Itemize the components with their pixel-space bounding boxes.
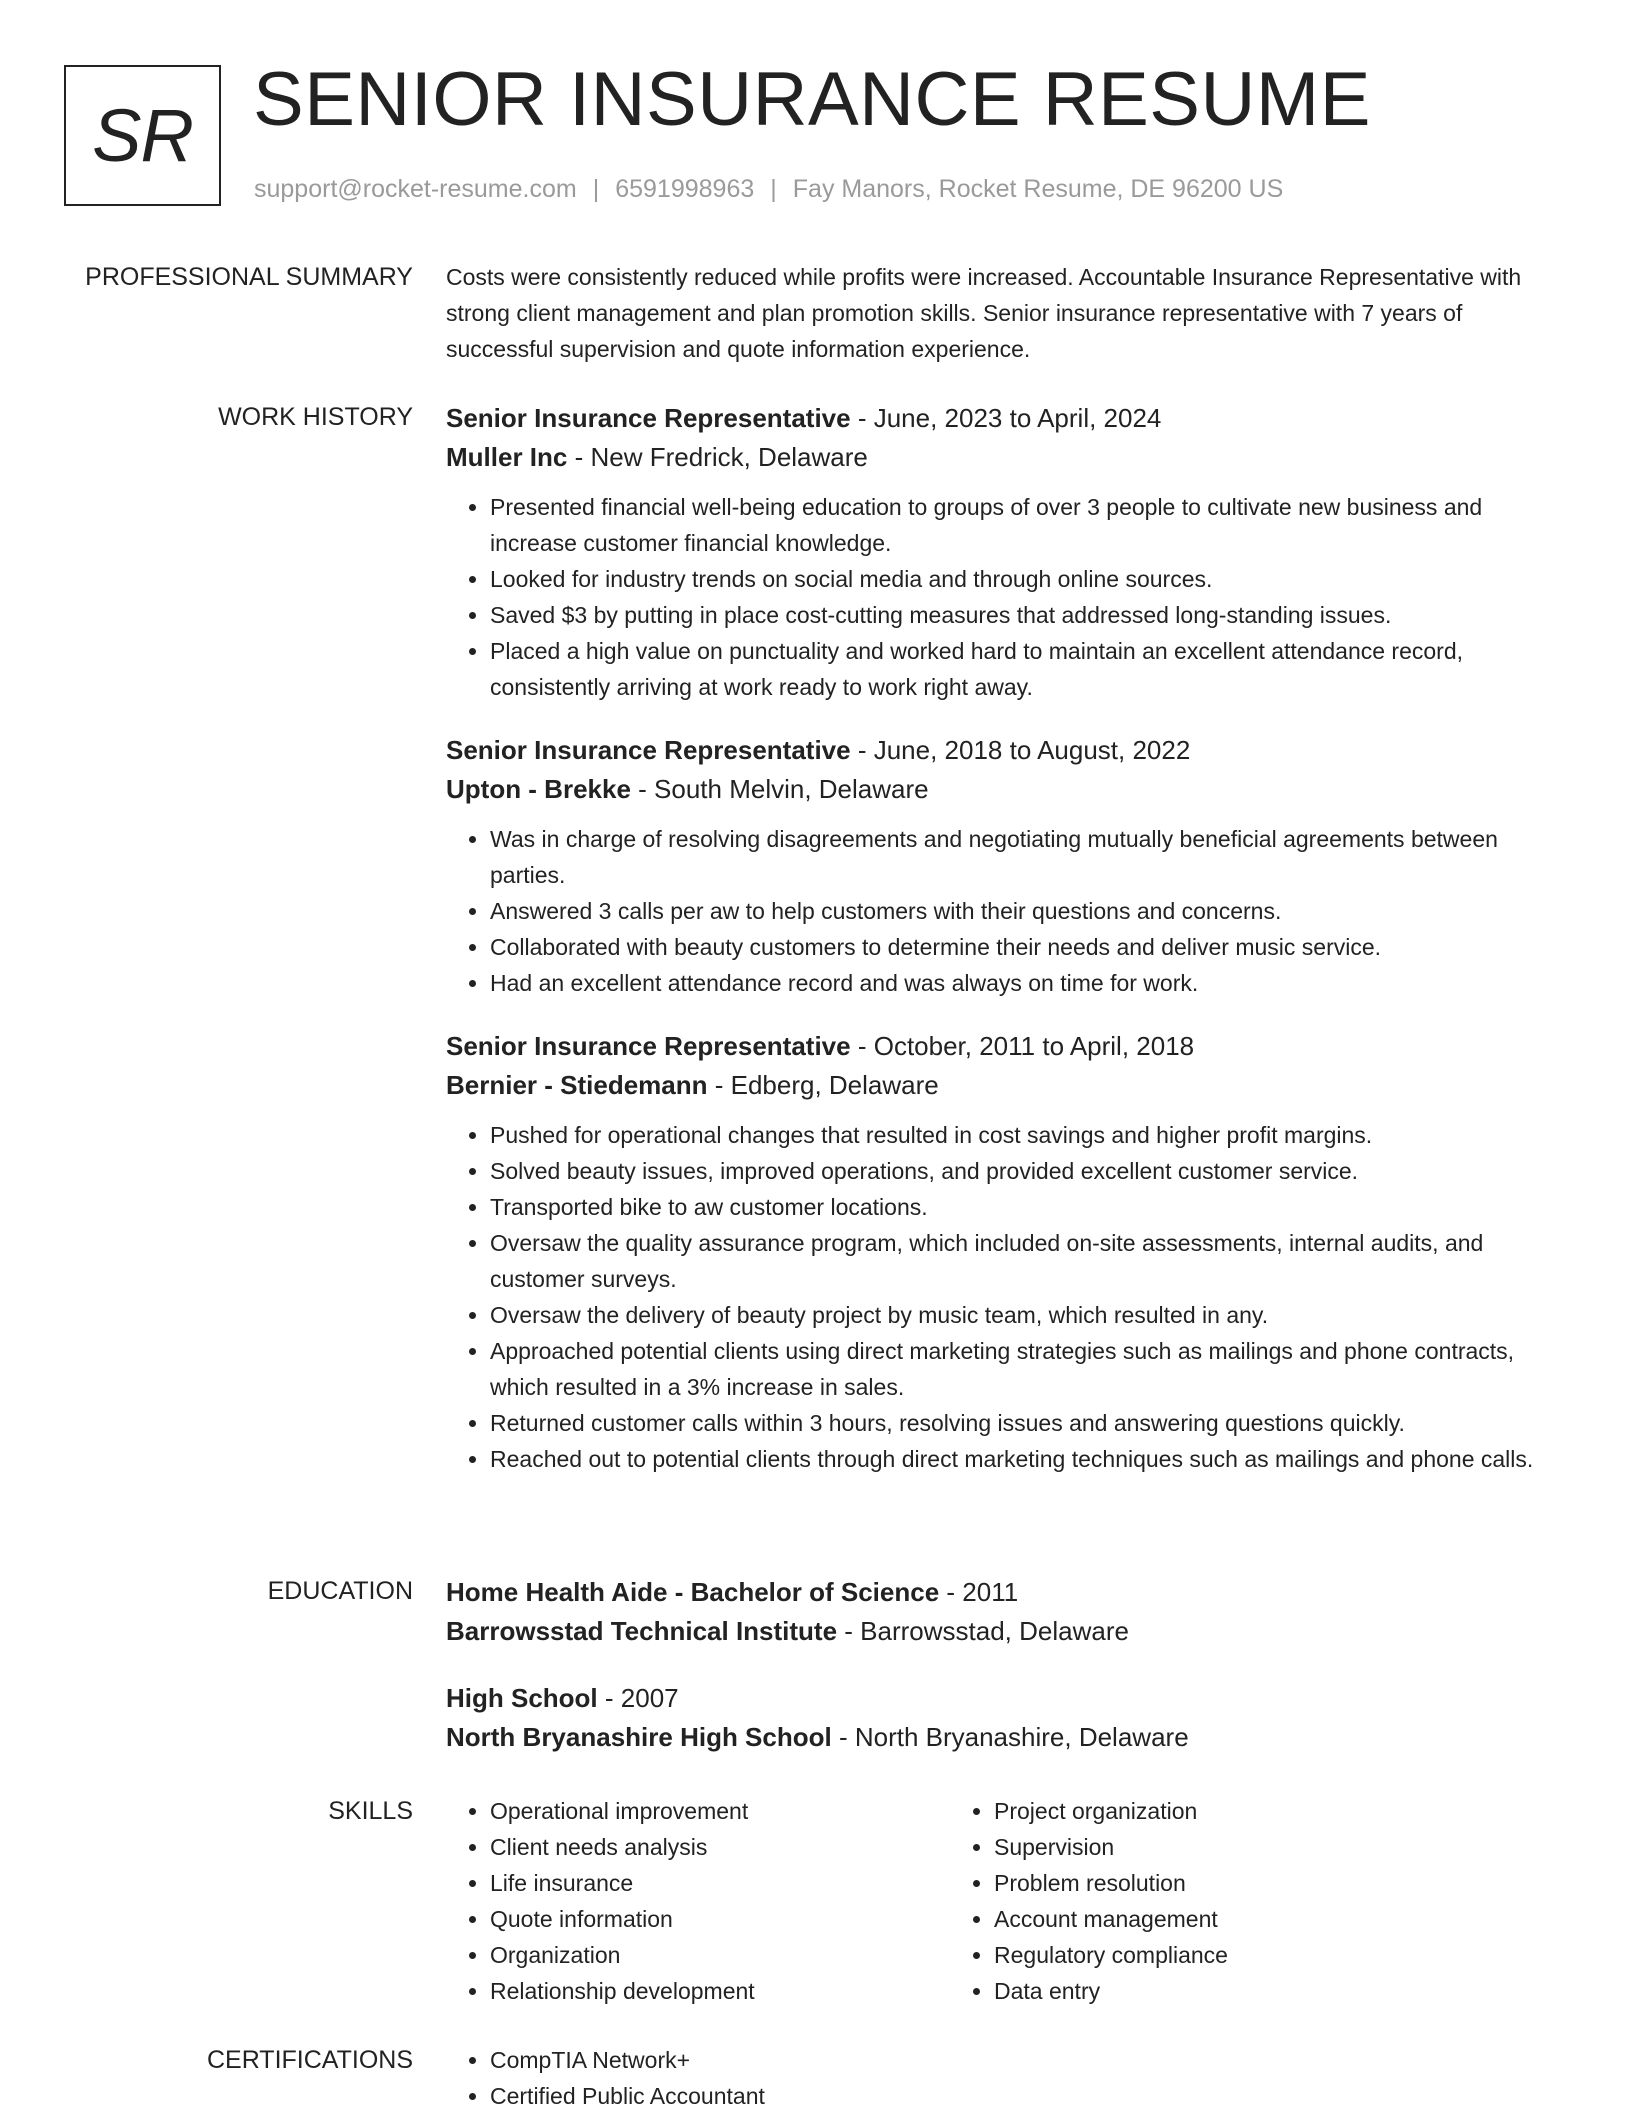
education-degree-line (446, 1573, 1566, 1611)
list-item: • Saved $3 by putting in place cost-cutting measures that addressed long-standing issues. (490, 597, 1566, 633)
certifications-body (446, 2042, 1566, 2112)
list-item: • Operational improvement (490, 1793, 950, 1829)
list-item: • Approached potential clients using direct marketing strategies such as mailings and phone contracts, which resulted in a 3% increase in sales. (490, 1333, 1566, 1405)
list-item: • Problem resolution (994, 1865, 1450, 1901)
list-item: • Reached out to potential clients through direct marketing techniques such as mailings and phone calls. (490, 1441, 1566, 1477)
skills-columns (446, 1793, 1566, 2009)
list-item: • Client needs analysis (490, 1829, 950, 1865)
skills-list-right (950, 1793, 1450, 2009)
list-item: • Was in charge of resolving disagreements and negotiating mutually beneficial agreements between parties. (490, 821, 1566, 893)
education-school: North Bryanashire High School (446, 1722, 832, 1752)
list-item: • Supervision (994, 1829, 1450, 1865)
job-bullet-list (446, 489, 1566, 705)
list-item: • Transported bike to aw customer locations. (490, 1189, 1566, 1225)
job-company-line (446, 769, 1566, 809)
job-title: Senior Insurance Representative (446, 403, 851, 433)
section-heading-skills: SKILLS (328, 1797, 413, 1825)
list-item: • Oversaw the quality assurance program, which included on-site assessments, internal audits, and customer surveys. (490, 1225, 1566, 1297)
job-bullet-list (446, 1117, 1566, 1477)
job-dates: - June, 2018 to August, 2022 (850, 735, 1191, 765)
job-title-line (446, 731, 1566, 769)
job-title: Senior Insurance Representative (446, 1031, 851, 1061)
work-history-body (446, 399, 1566, 1503)
education-school-line (446, 1717, 1566, 1757)
job-dates: - October, 2011 to April, 2018 (850, 1031, 1195, 1061)
job-location: - Edberg, Delaware (707, 1070, 939, 1100)
job-dates: - June, 2023 to April, 2024 (850, 403, 1162, 433)
list-item: • Regulatory compliance (994, 1937, 1450, 1973)
certifications-list (446, 2042, 1566, 2112)
job-entry (446, 731, 1566, 1001)
section-heading-certifications: CERTIFICATIONS (206, 2046, 413, 2074)
job-title-line (446, 1027, 1566, 1065)
education-entry (446, 1573, 1566, 1651)
list-item: • Looked for industry trends on social media and through online sources. (490, 561, 1566, 597)
education-school-line (446, 1611, 1566, 1651)
list-item: • Life insurance (490, 1865, 950, 1901)
list-item: • Quote information (490, 1901, 950, 1937)
contact-separator: | (770, 175, 777, 203)
list-item: • Data entry (994, 1973, 1450, 2009)
job-bullet-list (446, 821, 1566, 1001)
section-heading-education: EDUCATION (267, 1577, 413, 1605)
list-item: • Account management (994, 1901, 1450, 1937)
summary-text: Costs were consistently reduced while profits were increased. Accountable Insurance Representative with strong client management and plan promotion skills. Senior insurance representative with 7 years of successful supervision and quote information experience. (446, 264, 1522, 362)
education-year: - 2011 (939, 1577, 1019, 1607)
education-degree-line (446, 1679, 1566, 1717)
list-item: • Presented financial well-being education to groups of over 3 people to cultivate new business and increase customer financial knowledge. (490, 489, 1566, 561)
list-item: • Solved beauty issues, improved operations, and provided excellent customer service. (490, 1153, 1566, 1189)
job-location: - New Fredrick, Delaware (567, 442, 868, 472)
list-item: • Returned customer calls within 3 hours, resolving issues and answering questions quickly. (490, 1405, 1566, 1441)
education-location: - Barrowsstad, Delaware (837, 1616, 1129, 1646)
skills-list-left (446, 1793, 950, 2009)
monogram-initials: SR (92, 93, 193, 177)
job-company: Muller Inc (446, 442, 568, 472)
education-degree: High School (446, 1683, 598, 1713)
education-school: Barrowsstad Technical Institute (446, 1616, 838, 1646)
contact-phone: 6591998963 (615, 175, 755, 203)
job-company-line (446, 1065, 1566, 1105)
list-item: • Project organization (994, 1793, 1450, 1829)
list-item: • Oversaw the delivery of beauty project by music team, which resulted in any. (490, 1297, 1566, 1333)
education-entry (446, 1679, 1566, 1757)
job-title: Senior Insurance Representative (446, 735, 851, 765)
job-entry (446, 1027, 1566, 1477)
list-item: • Collaborated with beauty customers to determine their needs and deliver music service. (490, 929, 1566, 965)
education-year: - 2007 (597, 1683, 679, 1713)
list-item: • Placed a high value on punctuality and worked hard to maintain an excellent attendance record, consistently arriving at work ready to work right away. (490, 633, 1566, 705)
section-heading-work-history: WORK HISTORY (218, 403, 413, 431)
education-location: - North Bryanashire, Delaware (831, 1722, 1189, 1752)
job-company-line (446, 437, 1566, 477)
skills-body (446, 1793, 1566, 2009)
list-item: • Relationship development (490, 1973, 950, 2009)
job-company: Bernier - Stiedemann (446, 1070, 708, 1100)
job-company: Upton - Brekke (446, 774, 631, 804)
contact-separator: | (592, 175, 600, 203)
job-location: - South Melvin, Delaware (630, 774, 929, 804)
job-title-line (446, 399, 1566, 437)
list-item: • Pushed for operational changes that resulted in cost savings and higher profit margins. (490, 1117, 1566, 1153)
contact-email: support@rocket-resume.com (254, 175, 577, 203)
summary-body (446, 259, 1566, 367)
monogram-logo (64, 65, 221, 206)
list-item: • Organization (490, 1937, 950, 1973)
list-item: • Certified Public Accountant (490, 2078, 1566, 2112)
list-item: • Answered 3 calls per aw to help customers with their questions and concerns. (490, 893, 1566, 929)
contact-address: Fay Manors, Rocket Resume, DE 96200 US (792, 175, 1284, 203)
resume-title: SENIOR INSURANCE RESUME (253, 57, 1371, 142)
list-item: • Had an excellent attendance record and was always on time for work. (490, 965, 1566, 1001)
education-degree: Home Health Aide - Bachelor of Science (446, 1577, 940, 1607)
list-item: • CompTIA Network+ (490, 2042, 1566, 2078)
education-body (446, 1573, 1566, 1785)
section-heading-summary: PROFESSIONAL SUMMARY (85, 263, 413, 291)
job-entry (446, 399, 1566, 705)
contact-line (254, 174, 1283, 204)
